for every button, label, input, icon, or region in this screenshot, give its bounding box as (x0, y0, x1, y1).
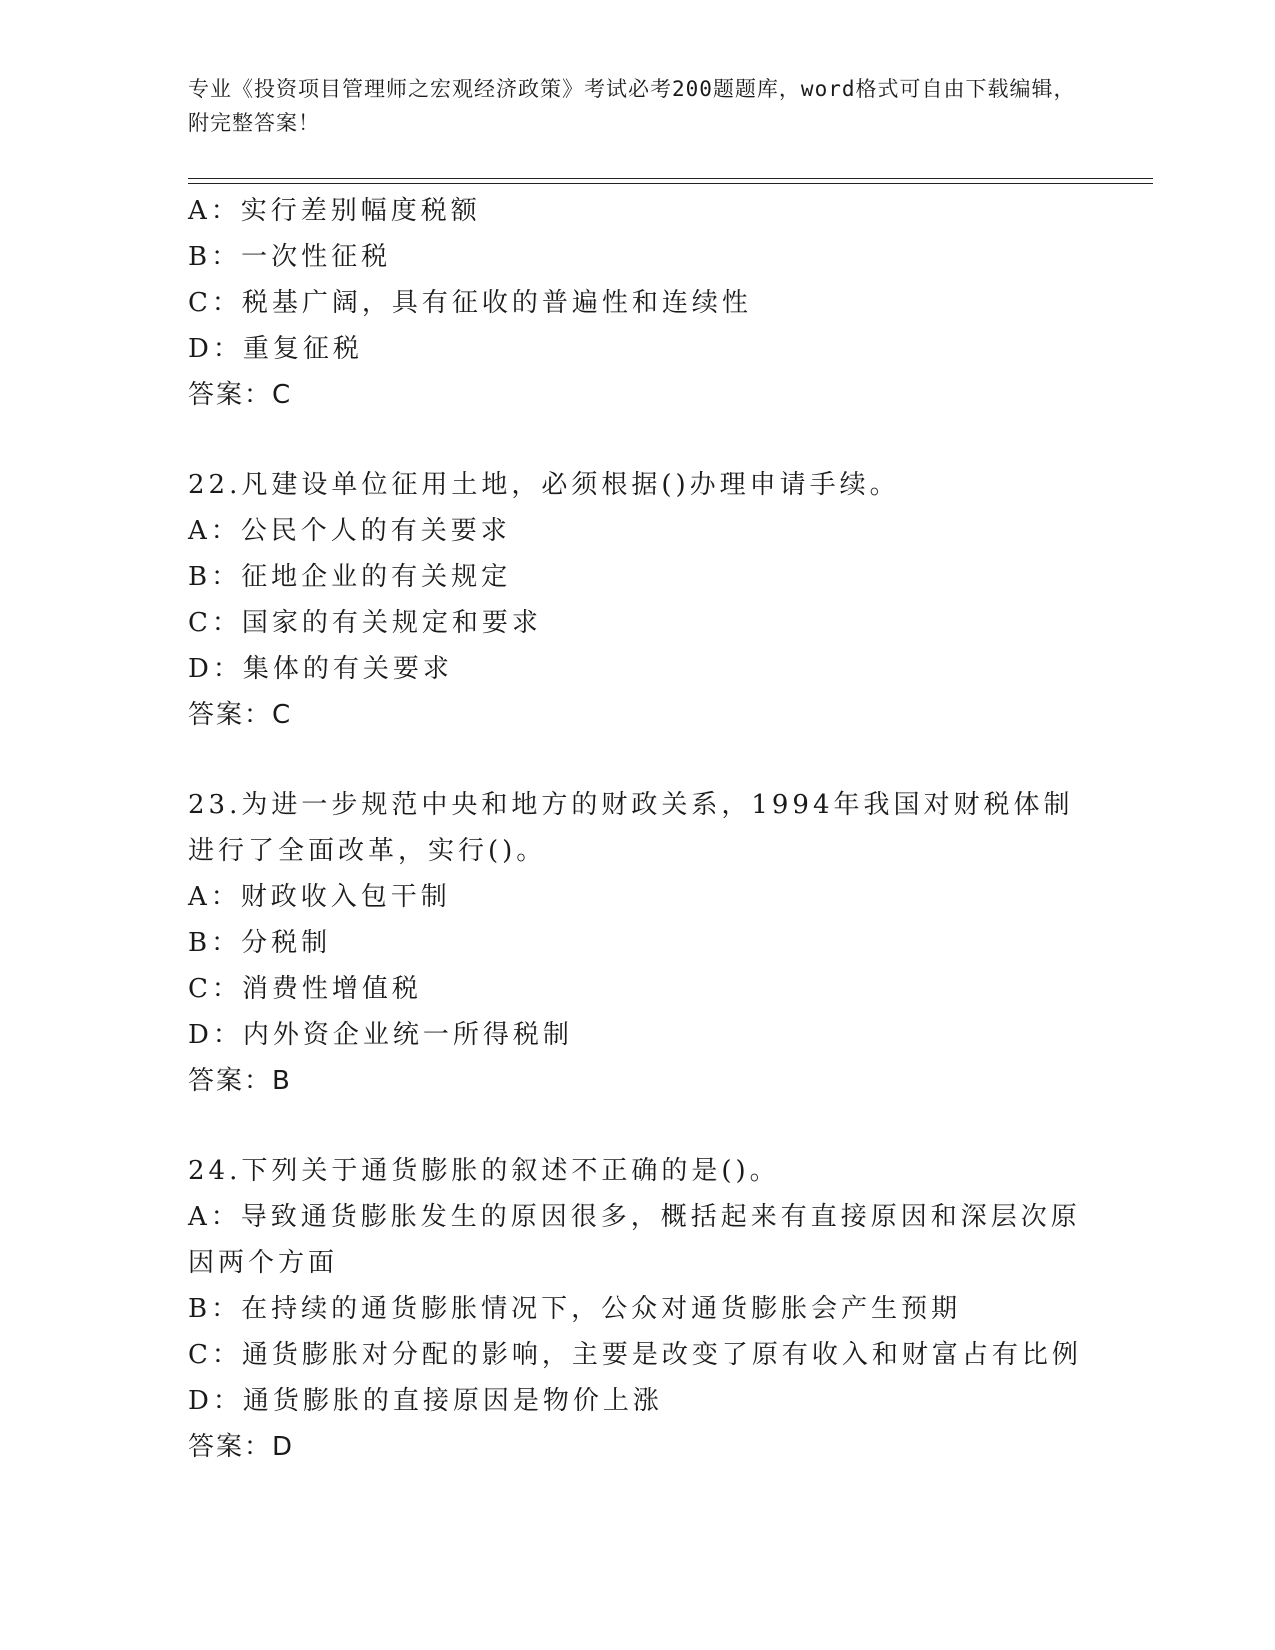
option-b: B：分税制 (188, 928, 332, 958)
question-block-23 (188, 782, 1088, 1104)
option-d: D：内外资企业统一所得税制 (188, 1020, 573, 1050)
option-a: A：财政收入包干制 (188, 882, 451, 912)
option-c: C：税基广阔，具有征收的普遍性和连续性 (188, 288, 752, 318)
question-block-24 (188, 1148, 1088, 1470)
question-block-22 (188, 462, 1088, 738)
answer-label: 答案：C (188, 700, 293, 730)
answer-label: 答案：D (188, 1432, 295, 1462)
option-d: D：集体的有关要求 (188, 654, 453, 684)
answer-label: 答案：C (188, 380, 293, 410)
option-a: A：导致通货膨胀发生的原因很多，概括起来有直接原因和深层次原因两个方面 (188, 1202, 1081, 1278)
option-c: C：消费性增值税 (188, 974, 422, 1004)
option-d: D：重复征税 (188, 334, 363, 364)
question-text: 22.凡建设单位征用土地，必须根据()办理申请手续。 (188, 470, 900, 500)
option-c: C：通货膨胀对分配的影响，主要是改变了原有收入和财富占有比例 (188, 1340, 1082, 1370)
option-a: A：公民个人的有关要求 (188, 516, 511, 546)
question-text: 23.为进一步规范中央和地方的财政关系，1994年我国对财税体制进行了全面改革，实行()。 (188, 790, 1074, 866)
option-d: D：通货膨胀的直接原因是物价上涨 (188, 1386, 663, 1416)
question-text: 24.下列关于通货膨胀的叙述不正确的是()。 (188, 1156, 780, 1186)
answer-label: 答案：B (188, 1066, 292, 1096)
option-b: B：征地企业的有关规定 (188, 562, 512, 592)
header-divider-top (188, 178, 1153, 179)
option-b: B：在持续的通货膨胀情况下，公众对通货膨胀会产生预期 (188, 1294, 962, 1324)
question-block-21 (188, 188, 1088, 418)
option-a: A：实行差别幅度税额 (188, 196, 481, 226)
option-b: B：一次性征税 (188, 242, 392, 272)
question-list (188, 188, 1088, 1470)
document-header: 专业《投资项目管理师之宏观经济政策》考试必考200题题库，word格式可自由下载编辑，附完整答案！ (188, 77, 1076, 135)
option-c: C：国家的有关规定和要求 (188, 608, 542, 638)
header-divider-bottom (188, 183, 1153, 184)
